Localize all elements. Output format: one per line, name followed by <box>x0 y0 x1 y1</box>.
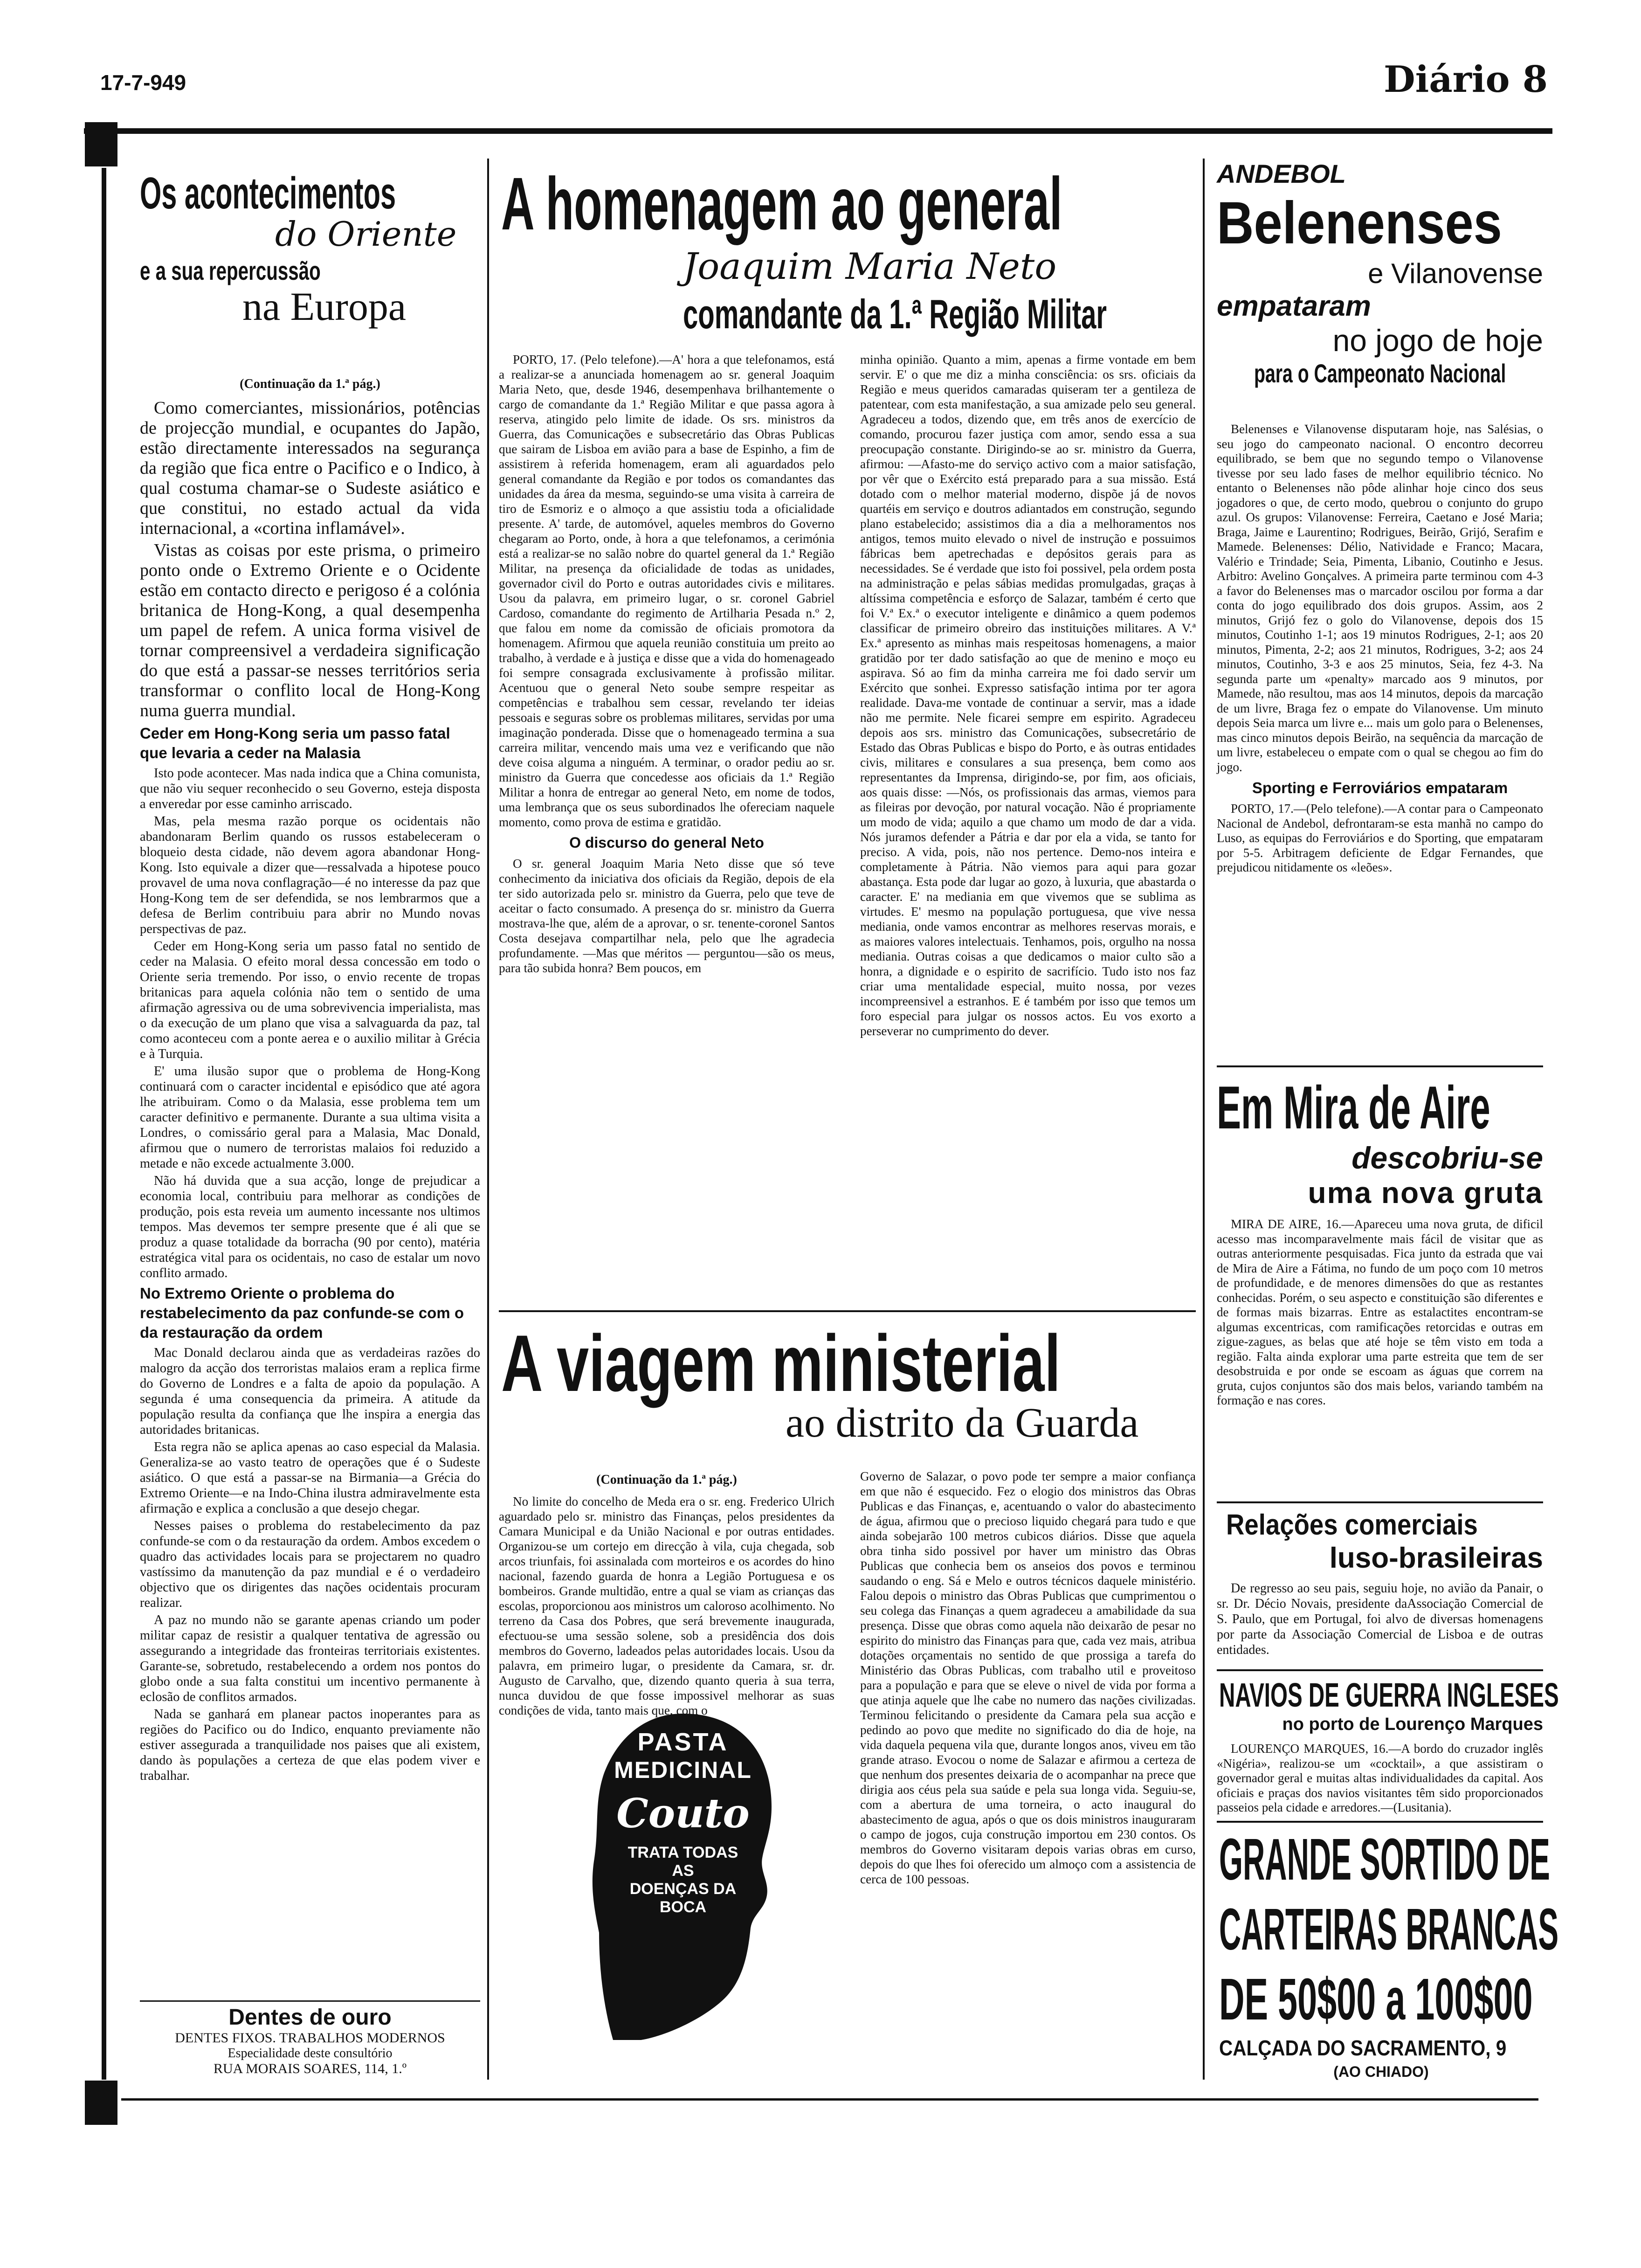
left-title-line1: Os acontecimentos <box>140 168 396 218</box>
navios-body <box>1217 1742 1543 1817</box>
general-headline <box>501 161 1196 338</box>
viagem-top-rule <box>499 1310 1196 1312</box>
navios-headline <box>1219 1676 1559 1735</box>
pasta-ad-line: TRATA TODAS <box>627 1844 738 1861</box>
dentes-ad <box>140 2000 480 2077</box>
left-para: A paz no mundo não se garante apenas criando um poder militar capaz de resistir a qualquer tentativa de agressão ou assegurando a integridade das fronteiras territoriais existentes. Garante-se, sobretudo, restabelecendo a ordem nos pontos do globo onde a sua falta constitui um incentivo permanente à eclosão de conflitos armados. <box>140 1613 480 1704</box>
left-para: Esta regra não se aplica apenas ao caso especial da Malasia. Generaliza-se ao vasto teatro de operações que é o Sudeste asiático. O que está a passar-se na Birmania—a Grécia do Extremo Oriente—e na Indo-China ilustra admiravelmente esta afirmação e explica a conclusão a que desejo chegar. <box>140 1440 480 1516</box>
pasta-couto-ad <box>585 1709 781 2045</box>
mira-headline <box>1217 1072 1543 1210</box>
mira-top-rule <box>1217 1065 1543 1067</box>
viagem-title: A viagem ministerial <box>501 1319 1061 1408</box>
left-title-line4: na Europa <box>242 284 407 329</box>
left-subhead: Ceder em Hong-Kong seria um passo fatal que levaria a ceder na Malasia <box>140 725 450 761</box>
pasta-ad-brand: Couto <box>616 1790 750 1837</box>
left-para: Como comerciantes, missionários, potências de projecção mundial, e ocupantes do Japão, estão directamente interessados na segurança da região que fica entre o Pacifico e o Indico, à qual costuma chamar-se o Sudeste asiático e que constitui, no estado actual da vida internacional, a «cortina inflamável». <box>140 398 480 538</box>
general-name: Joaquim Maria Neto <box>683 246 1057 288</box>
mira-sub1: descobriu-se <box>1351 1141 1543 1175</box>
left-continuation: (Continuação da 1.ª pág.) <box>240 377 380 391</box>
andebol-subhead: Sporting e Ferroviários empataram <box>1252 779 1508 796</box>
general-title: A homenagem ao general <box>501 162 1062 245</box>
pasta-ad-text <box>613 1728 753 1916</box>
dentes-ad-line: DENTES FIXOS. TRABALHOS MODERNOS <box>175 2030 445 2046</box>
general-subtitle: comandante da 1.ª Região Militar <box>683 291 1107 337</box>
andebol-kicker: ANDEBOL <box>1217 159 1346 188</box>
left-para: Não há duvida que a sua acção, longe de prejudicar a economia local, contribuiu para melhorar as condições de produção, pois esta reveia um aumento incessante nos ultimos tempos. Mas devemos ter sempre presente que é ali que se produz a quase totalidade da borracha (90 por cento), matéria estratégica vital para os ocidentais, no caso de estalar um novo conflito armado. <box>140 1174 480 1280</box>
relacoes-top-rule <box>1217 1501 1543 1503</box>
left-para: Nada se ganhará em planear pactos inoperantes para as regiões do Pacifico ou do Indico, enquanto previamente não estiver assegurada a tranquilidade nos paises que ali existem, dando às populações a certeza de que elas podem viver e trabalhar. <box>140 1707 480 1783</box>
mira-paragraph: MIRA DE AIRE, 16.—Apareceu uma nova gruta, de dificil acesso mas incomparavelmente mais fácil de visitar que as outras anteriormente pesquisadas. Fica junto da estrada que vai de Mira de Aire a Fátima, no fundo de um poço com 10 metros de profundidade, e de menores dimensões do que as restantes conhecidas. Porém, o seu aspecto e constituição são diferentes e de formas mais bizarras. Entre as estalactites encontram-se algumas excentricas, com ramificações retorcidas e outras em zigue-zagues, as belas que até hoje se têm visto em toda a região. Falta ainda explorar uma parte estreita que tem de ser desobstruida e por onde se escoam as águas que correm na gruta, cujos conjuntos são dos mais belos, variando também na formação e nas cores. <box>1217 1217 1543 1407</box>
pasta-ad-line: PASTA <box>637 1728 729 1756</box>
navios-paragraph: LOURENÇO MARQUES, 16.—A bordo do cruzador inglês «Nigéria», realizou-se um «cocktail», a que assistiram o governador geral e muitas altas individualidades da capital. Aos oficiais e praças dos navios visitantes têm sido proporcionados passeios pela cidade e arredores.—(Lusitania). <box>1217 1742 1543 1814</box>
andebol-paragraph: Belenenses e Vilanovense disputaram hoje, nas Salésias, o seu jogo do campeonato nacional. O encontro decorreu equilibrado, se bem que no segundo tempo o Vilanovense tivesse por seu lado fases de melhor equilibrio técnico. No entanto o Belenenses não pôde alinhar hoje cinco dos seus jogadores o que, de certo modo, quebrou o conjunto do grupo azul. Os grupos: Vilanovense: Ferreira, Caetano e José Maria; Braga, Jaime e Laurentino; Rodrigues, Beirão, Grijó, Serafim e Mamede. Belenenses: Délio, Natividade e Franco; Macara, Valério e Trindade; Seia, Pimenta, Libanio, Coutinho e Jesus. Arbitro: Avelino Gonçalves. A primeira parte terminou com 4-3 a favor do Belenenses mas o marcador oscilou por forma a dar conta do jogo equilibrado dos dois grupos. Assim, aos 2 minutos, Grijó fez o golo do Vilanovense, depois dos 15 minutos, Coutinho 1-1; aos 19 minutos Rodrigues, 2-1; aos 20 minutos, Pimenta, 2-2; aos 21 minutos, Rodrigues, 3-2; aos 24 minutos, Coutinho, 3-3 e aos 25 minutos, Seia, fez 4-3. Na segunda parte um «penalty» marcado aos 9 minutos, por Mamede, não resultou, mas aos 14 minutos, depois da marcação de um livre, Braga fez o empate do Vilanovense. Um minuto depois Seia marca um livre e... mais um golo para o Belenenses, mas cinco minutos depois Beirão, na sequência da marcação de um livre, estabeleceu o empate com o qual se chegou ao fim do jogo. <box>1217 422 1543 774</box>
andebol-body <box>1217 422 1543 877</box>
general-paragraph: PORTO, 17. (Pelo telefone).—A' hora a que telefonamos, está a realizar-se a anunciada homenagem ao sr. general Joaquim Maria Neto, que, desde 1946, desempenhava brilhantemente o cargo de comandante da 1.ª Região Militar e que passa agora à reserva, atingido pelo limite de idade. Os srs. ministros da Guerra, das Comunicações e subsecretário das Obras Publicas que sairam de Lisboa em avião para a base de Espinho, a fim de assistirem à referida homenagem, eram ali aguardados pelo general comandante da Região e por todos os comandantes das unidades da área da mesma, seguindo-se uma visita à carreira de tiro de Esmoriz e o almoço a que assistiu toda a oficialidade presente. A' tarde, de automóvel, aqueles membros do Governo chegaram ao Porto, onde, à hora a que telefonamos, a cerimónia está a realizar-se no salão nobre do quartel general da 1.ª Região Militar, na presença da oficialidade de todas as unidades, governador civil do Porto e outras autoridades civis e militares. Usou da palavra, em primeiro lugar, o sr. coronel Gabriel Cardoso, comandante do regimento de Artilharia Pesada n.º 2, que falou em nome da comissão de oficiais promotora da homenagem. Afirmou que aquela reunião constituia um preito ao trabalho, à verdade e à justiça e disse que a vida do homenageado foi sempre consagrada exclusivamente à profissão militar. Acentuou que o general Neto soube sempre respeitar as competências e trabalhou sem cessar, revelando ter ideias pessoais e seguras sobre os problemas militares, servidas por uma imaginação ponderada. Disse que o homenageado termina a sua carreira militar, vencendo mais uma vez e verificando que não deve coisa alguma a ninguém. A terminar, o orador pediu ao sr. ministro da Guerra que concedesse aos oficiais da 1.ª Região Militar a honra de entregar ao general Neto, em nome de todos, uma lembrança que os seus subordinados lhe ofereciam naquele momento, como prova de estima e gratidão. <box>499 353 834 829</box>
left-para: Vistas as coisas por este prisma, o primeiro ponto onde o Extremo Oriente e o Ocidente estão em contacto directo e perigoso é a colónia britanica de Hong-Kong, a qual desempenha um papel de refem. A unica forma visivel de tornar compreensivel a verdadeira significação do que está a passar-se nesses territórios seria transformar o conflito local de Hong-Kong numa guerra mundial. <box>140 540 480 720</box>
relacoes-headline <box>1226 1508 1543 1575</box>
masthead: Diário 8 <box>1384 58 1548 101</box>
left-article-headline <box>140 168 480 330</box>
carteiras-line2: CARTEIRAS BRANCAS <box>1219 1896 1559 1962</box>
andebol-paragraph: PORTO, 17.—(Pelo telefone).—A contar para o Campeonato Nacional de Andebol, defrontaram-se esta manhã no campo do Luso, as equipas do Ferroviários e do Sporting, que empataram por 5-5. Arbitragem deficiente de Edgar Fernandes, que prejudicou nitidamente os «leões». <box>1217 802 1543 874</box>
andebol-sub3: no jogo de hoje <box>1332 323 1543 358</box>
left-title-line3: e a sua repercussão <box>140 256 321 285</box>
carteiras-ad <box>1219 1825 1559 2081</box>
left-para: Ceder em Hong-Kong seria um passo fatal no sentido de ceder na Malasia. O efeito moral dessa concessão em todo o Oriente seria tremendo. Por isso, o envio recente de tropas britanicas para aquela colónia não tem o sentido de uma afirmação agressiva ou de uma sobrevivencia imperialista, mas o da execução de um plano que visa a salvaguarda da paz, tal como aconteceu com a ponte aerea e o auxilio militar à Grécia e à Turquia. <box>140 939 480 1061</box>
divider-mid <box>1203 159 1205 2080</box>
viagem-headline <box>501 1317 1196 1447</box>
pasta-ad-line: DOENÇAS DA <box>629 1880 737 1898</box>
general-column-2 <box>860 352 1196 1040</box>
top-rule <box>84 128 1552 134</box>
page-date: 17-7-949 <box>100 70 186 95</box>
pasta-ad-line: AS <box>672 1862 694 1880</box>
navios-top-rule <box>1217 1669 1543 1671</box>
general-speech-heading: O discurso do general Neto <box>569 834 764 851</box>
relacoes-title1: Relações comerciais <box>1226 1509 1478 1541</box>
relacoes-paragraph: De regresso ao seu pais, seguiu hoje, no avião da Panair, o sr. Dr. Décio Novais, presidente daAssociação Comercial de S. Paulo, que em Portugal, foi alvo de diversas homenagens por parte da Associação Comercial de Lisboa e de outras entidades. <box>1217 1581 1543 1657</box>
pasta-ad-line: BOCA <box>659 1898 707 1916</box>
pasta-ad-line: MEDICINAL <box>614 1757 752 1783</box>
mira-title: Em Mira de Aire <box>1217 1073 1490 1141</box>
carteiras-line5: (AO CHIADO) <box>1333 2063 1429 2080</box>
carteiras-line1: GRANDE SORTIDO DE <box>1219 1826 1550 1892</box>
carteiras-line3: DE 50$00 a 100$00 <box>1219 1966 1533 2032</box>
mira-body <box>1217 1217 1543 1410</box>
left-article-body <box>140 373 480 1785</box>
carteiras-line4: CALÇADA DO SACRAMENTO, 9 <box>1219 2036 1507 2060</box>
left-para: Nesses paises o problema do restabelecimento da paz confunde-se com o da restauração da ordem. Ambos excedem o quadro das actividades locais para se projectarem no quadro vastíssimo da manutenção da paz mundial e é o verdadeiro objectivo que os dirigentes das nações ocidentais procuram realizar. <box>140 1519 480 1610</box>
registration-mark-top <box>85 122 117 166</box>
andebol-headline <box>1217 159 1543 388</box>
general-column-1 <box>499 352 834 977</box>
viagem-continuation: (Continuação da 1.ª pág.) <box>596 1473 737 1487</box>
left-para: Mas, pela mesma razão porque os ocidentais não abandonaram Berlim quando os russos estabeleceram o bloqueio desta cidade, não devem agora abandonar Hong-Kong. Isto equivale a dizer que—ressalvada a hipotese pouco provavel de uma nova conflagração—é no interesse da paz que Hong-Kong tem de ser defendida, se nos lembrarmos que a defesa de Berlim contribuiu para abrir no Mundo novas perspectivas de paz. <box>140 814 480 936</box>
viagem-paragraph: No limite do concelho de Meda era o sr. eng. Frederico Ulrich aguardado pelo sr. ministro das Finanças, pelos presidentes da Camara Municipal e da União Nacional e por outras entidades. Organizou-se um cortejo em direcção à vila, cuja chegada, sob arcos triunfais, foi assinalada com morteiros e os acordes do hino nacional, fazendo guarda de honra a Legião Portuguesa e os bombeiros. Grande multidão, entre a qual se viam as crianças das escolas, proporcionou aos ministros um caloroso acolhimento. No terreno da Casa dos Pobres, que será brevemente inaugurada, efectuou-se uma sessão solene, sob a presidência dos dois membros do Governo, ladeados pelas autoridades locais. Usou da palavra, em primeiro lugar, o presidente da Camara, sr. dr. Augusto de Carvalho, que, dizendo quanto queria à sua terra, nunca duvidou de que fosse impossivel melhorar as suas condições de vida, tanto mais que, com o <box>499 1494 834 1717</box>
left-para: Isto pode acontecer. Mas nada indica que a China comunista, que não viu sequer reconhecido o seu Governo, esteja disposta a enveredar por esse caminho arriscado. <box>140 766 480 811</box>
navios-sub: no porto de Lourenço Marques <box>1282 1715 1543 1734</box>
mira-sub2: uma nova gruta <box>1308 1176 1543 1210</box>
viagem-column-2 <box>860 1469 1196 1888</box>
dentes-ad-line: Especialidade deste consultório <box>228 2046 393 2061</box>
andebol-title: Belenenses <box>1217 190 1502 256</box>
navios-title: NAVIOS DE GUERRA INGLESES <box>1219 1677 1559 1714</box>
divider-left <box>487 159 489 2080</box>
andebol-sub2: empataram <box>1217 290 1371 322</box>
left-margin-rule <box>102 168 106 2080</box>
viagem-paragraph: Governo de Salazar, o povo pode ter sempre a maior confiança em que não é esquecido. Fez o elogio dos ministros das Obras Publicas e das Finanças, e, acentuando o valor do abastecimento de água, afirmou que o precioso liquido chegará para tudo e que ainda sobejarão 100 metros cubicos diários. Disse que aquela obra tinha sido possivel por haver um ministro das Obras Publicas que conhecia bem os anseios dos povos e terminou saudando o eng. Sá e Melo e outros técnicos daquele ministério. Falou depois o ministro das Obras Publicas que cumprimentou o seu colega das Finanças a quem agradeceu a amabilidade da sua presença. Disse que obras como aquela não deixarão de pesar no espirito do ministro das Finanças para que, cada vez mais, atribua dotações orçamentais no sentido de que prossiga a tarefa do Ministério das Obras Publicas, com trabalho util e proveitoso para a população e para que se eleve o nivel de vida por forma a que atinja aquele que lhe cabe no numero das nações civilizadas. Terminou felicitando o presidente da Camara pela sua acção e pedindo ao povo que medite no significado do dia de hoje, na vida daquela pequena vila que, durante longos anos, viveu em tão grande atraso. Evocou o nome de Salazar e afirmou a certeza de que nenhum dos presentes deixaria de o acompanhar na prece que dirigia aos céus pela sua saúde e pela sua longa vida. Seguiu-se, com a abertura de uma torneira, o acto inaugural do abastecimento de agua, após o que os dois ministros inauguraram o campo de jogos, cuja construção importou em 230 contos. Os membros do Governo visitaram depois varias obras em curso, depois do que lhes foi oferecido um almoço com a assistencia de cerca de 100 pessoas. <box>860 1469 1196 1886</box>
left-subhead: No Extremo Oriente o problema do restabelecimento da paz confunde-se com o da restauração da ordem <box>140 1285 464 1341</box>
andebol-sub1: e Vilanovense <box>1368 258 1543 289</box>
carteiras-top-rule <box>1217 1821 1543 1823</box>
relacoes-body <box>1217 1581 1543 1660</box>
bottom-rule <box>121 2098 1538 2101</box>
andebol-sub4: para o Campeonato Nacional <box>1254 359 1506 388</box>
viagem-subtitle: ao distrito da Guarda <box>786 1400 1139 1446</box>
general-paragraph: minha opinião. Quanto a mim, apenas a firme vontade em bem servir. E' o que me diz a minha consciência: os srs. oficiais da Região e meus queridos camaradas quiseram ter a gentileza de patentear, com esta manifestação, a sua amizade pelo seu general. Agradeceu a todos, dizendo que, em três anos de exercício de comando, procurou fazer justiça com amor, sendo essa a sua preocupação constante. Dirigindo-se ao sr. ministro da Guerra, afirmou: —Afasto-me do serviço activo com a maior satisfação, por vêr que o Exército está preparado para a sua missão. Está dotado com o melhor material moderno, dispõe já de novos quartéis em serviço e doutros adiantados em construção, segundo plano estabelecido; assistimos dia a dia a melhoramentos nos antigos, temos muito elevado o nivel de instrução e possuimos fábricas bem apetrechadas e depósitos gerais para as necessidades. Se é verdade que isto foi possivel, pela ordem posta na administração e pelas sábias medidas promulgadas, graças à altíssima competência e esforço de Salazar, também é certo que foi V.ª Ex.ª o executor inteligente e dinâmico a quem podemos classificar de primeiro obreiro das instituições militares. A V.ª Ex.ª apresento as minhas mais respeitosas homenagens, a maior gratidão por ter dado satisfação ao que de menino e moço eu aspirava. Só ao fim da minha carreira me foi dado servir um Exército que sonhei. Expresso satisfação intima por ter agora realidade. Dava-me vontade de continuar a servir, mas a idade não me permite. Nele ficarei sempre em espirito. Agradeceu depois aos srs. ministro das Comunicações, subsecretário de Estado das Obras Publicas e bispo do Porto, e às outras entidades civis, militares e consulares a sua presença, bem como aos representantes da Imprensa, dirigindo-se, por fim, aos oficiais, aos quais disse: —Nós, os profissionais das armas, viemos para as fileiras por devoção, por natural vocação. Não é propriamente um modo de vida; aquilo a que chamo um modo de dar a vida. Nós juramos defender a Pátria e dar por ela a vida, se tanto for preciso. A vida, pois, não nos pertence. Demo-nos inteira e completamente à Pátria. Não viemos para aqui para gozar abastança. Esta pode dar lugar ao gozo, à luxuria, que abastarda o caracter. E' na mediania em que vivemos que se sublima as virtudes. E' mesmo na população portuguesa, que vive nessa mediania, onde vamos encontrar as melhores reservas morais, e as maiores valores intelectuais. Tenhamos, pois, orgulho na nossa mediania. Outras coisas a que dedicamos o maior culto são a honra, a dignidade e o espirito de sacrifício. Tudo isto nos faz criar uma mentalidade especial, muito nossa, por vezes incompreensivel a estranhos. E é também por isso que temos um foro especial para julgar os nossos actos. Eu vos exorto a perseverar no cumprimento do dever. <box>860 353 1196 1038</box>
registration-mark-bottom <box>85 2081 117 2125</box>
dentes-ad-line: RUA MORAIS SOARES, 114, 1.º <box>213 2061 407 2076</box>
left-title-line2: do Oriente <box>275 214 457 254</box>
general-paragraph: O sr. general Joaquim Maria Neto disse que só teve conhecimento da iniciativa dos oficiais da Região, depois de ela ter sido autorizada pelo sr. ministro da Guerra, pelo que teve de aceitar o facto consumado. A presença do sr. ministro da Guerra mostrava-lhe que, além de a aprovar, o sr. tenente-coronel Santos Costa desejava compartilhar nela, pelo que lhe agradecia profundamente. —Mas que méritos — perguntou—são os meus, para tão subida honra? Bem poucos, em <box>499 857 834 975</box>
relacoes-title2: luso-brasileiras <box>1329 1542 1543 1574</box>
left-para: E' uma ilusão supor que o problema de Hong-Kong continuará com o caracter incidental e episódico que até agora lhe atribuiram. Como o da Malasia, esse problema tem um caracter definitivo e permanente. Durante a sua ultima visita a Londres, o comissário geral para a Malasia, Mac Donald, afirmou que o numero de terroristas malaios foi reduzido a metade e não excede actualmente 3.000. <box>140 1064 480 1171</box>
dentes-ad-title: Dentes de ouro <box>228 2005 392 2030</box>
viagem-column-1 <box>499 1469 834 1720</box>
left-para: Mac Donald declarou ainda que as verdadeiras razões do malogro da acção dos terroristas malaios eram a replica firme do Governo de Londres e a falta de apoio da população. A segunda é uma consequencia da primeira. A atitude da população resulta da confiança que lhe inspira a energia das autoridades britanicas. <box>140 1346 480 1437</box>
